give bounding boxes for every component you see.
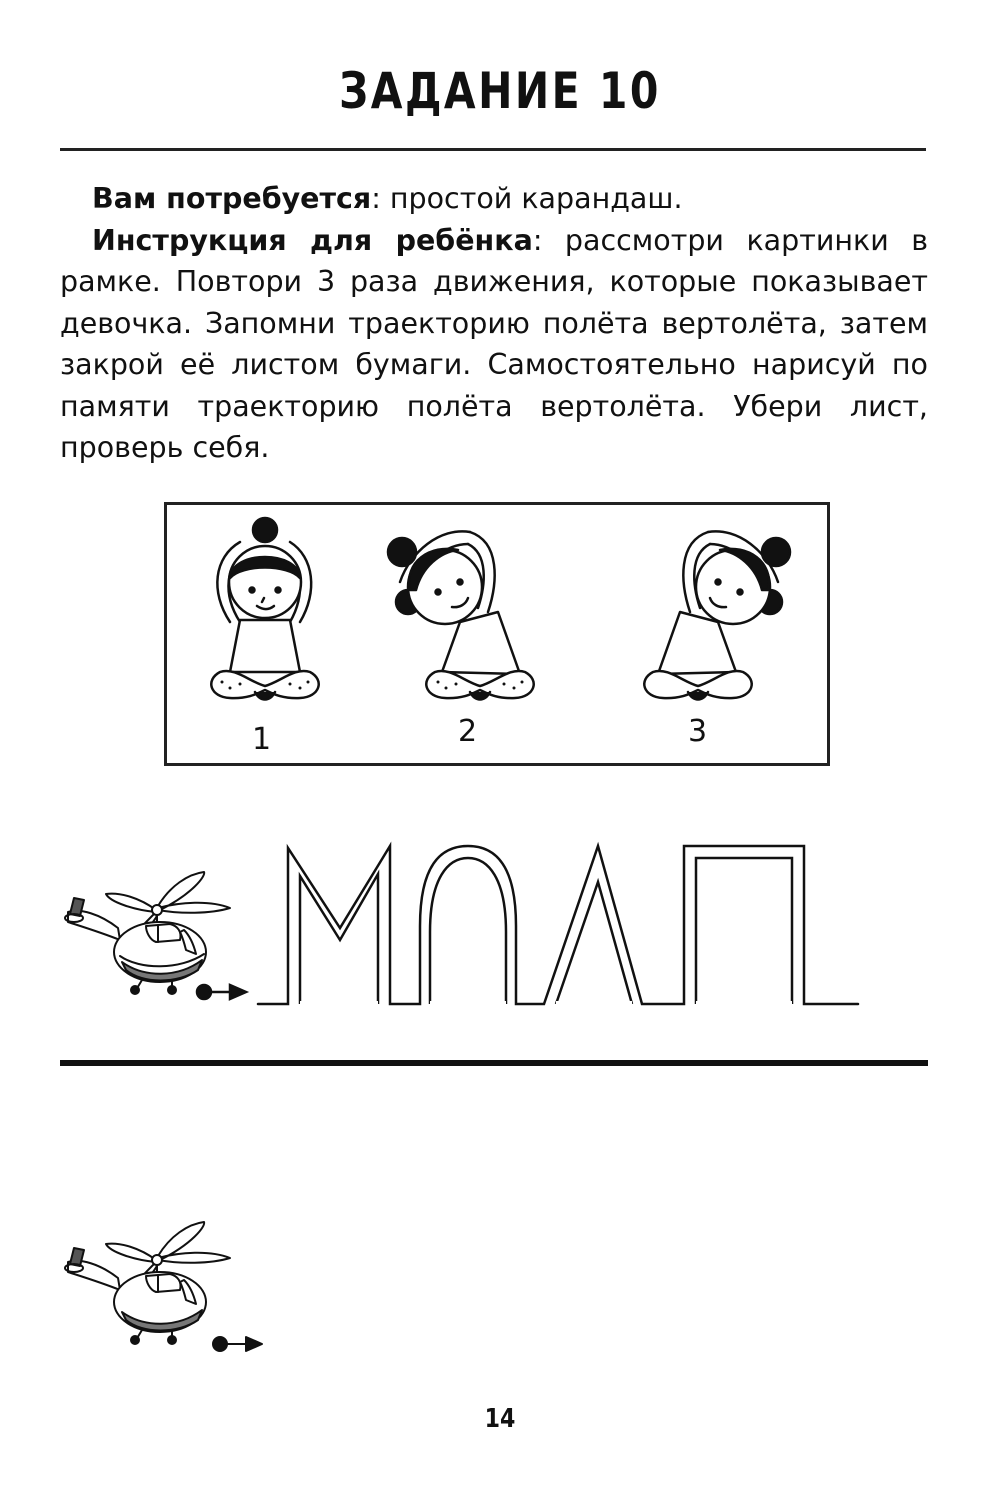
middle-divider xyxy=(60,1060,928,1066)
girl-pose-3-illustration xyxy=(628,512,798,712)
materials-label: Вам потребуется xyxy=(92,182,372,215)
materials-line xyxy=(60,178,928,220)
girl-pose-1-illustration xyxy=(200,512,330,712)
page-number: 14 xyxy=(484,1404,516,1434)
materials-text: : простой карандаш. xyxy=(371,182,683,215)
pose-number-3: 3 xyxy=(688,714,708,749)
top-divider xyxy=(60,148,926,151)
instructions-block xyxy=(60,178,928,469)
helicopter-bottom-illustration xyxy=(60,1216,280,1366)
task-title: ЗАДАНИЕ 10 xyxy=(339,62,661,120)
flight-trajectory-sample xyxy=(190,836,870,1026)
instruction-text: : рассмотри картинки в рамке. Повтори 3 раза движения, которые показывает девочка. Запомни траекторию полёта вертолёта, затем закрой её листом бумаги. Самостоятельно нарисуй по памяти траекторию полёта вертолёта. Убери лист, проверь себя. xyxy=(60,223,929,464)
instruction-paragraph xyxy=(60,220,928,469)
instruction-label: Инструкция для ребёнка xyxy=(92,223,533,257)
pose-number-2: 2 xyxy=(458,714,478,749)
pose-number-1: 1 xyxy=(252,722,272,757)
girl-pose-2-illustration xyxy=(380,512,550,712)
